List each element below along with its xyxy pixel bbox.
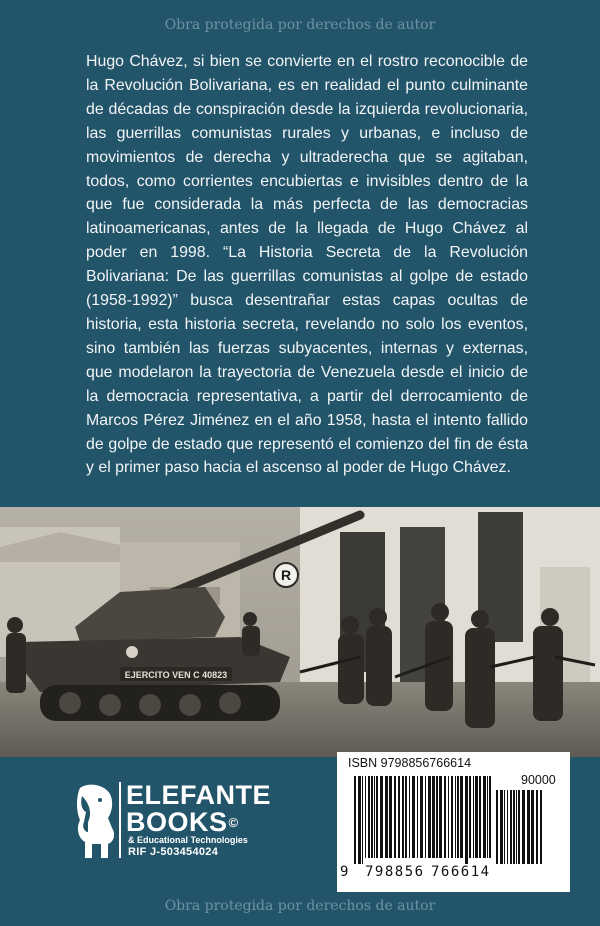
barcode-bar [460, 776, 463, 858]
addon-bars [495, 790, 545, 864]
barcode-bar [487, 776, 488, 858]
barcode-bar [402, 776, 404, 858]
watermark-bottom: Obra protegida por derechos de autor [164, 898, 436, 914]
barcode-bar [436, 776, 438, 858]
barcode-bar [536, 790, 538, 864]
isbn-barcode [337, 752, 570, 892]
historical-photo [0, 507, 600, 757]
barcode-bar [475, 776, 478, 858]
barcode-bar [479, 776, 481, 858]
barcode-bar [527, 790, 530, 864]
barcode-bar [507, 790, 508, 864]
barcode-bar [398, 776, 400, 858]
barcode-bar [483, 776, 486, 858]
barcode-bar [465, 776, 468, 864]
barcode-digits-group2: 766614 [431, 864, 491, 880]
registered-mark: © [228, 815, 239, 830]
barcode-bar [531, 790, 534, 864]
barcode-digit-first: 9 [340, 864, 349, 880]
logo-divider [119, 782, 121, 858]
barcode-bar [457, 776, 459, 858]
barcode-bar [513, 790, 515, 864]
street-sign-letter: R [280, 567, 292, 583]
barcode-bar [451, 776, 453, 858]
publisher-name-line1: ELEFANTE [126, 780, 272, 810]
publisher-rif: RIF J-503454024 [128, 846, 219, 858]
barcode-bar [358, 776, 361, 864]
barcode-bar [374, 776, 375, 858]
barcode-bar [432, 776, 435, 858]
barcode-bar [496, 790, 498, 864]
barcode-bar [522, 790, 525, 864]
barcode-bar [380, 776, 383, 858]
barcode-bar [420, 776, 423, 858]
elephant-icon [74, 782, 118, 862]
barcode-bar [362, 776, 363, 864]
tank-marking-text: EJERCITO VEN C 40823 [124, 670, 228, 680]
barcode-bar [394, 776, 396, 858]
barcode-bar [489, 776, 491, 858]
barcode-bar [448, 776, 449, 858]
price-code: 90000 [521, 773, 556, 787]
barcode-bar [455, 776, 456, 858]
publisher-subtitle: & Educational Technologies [128, 835, 248, 845]
watermark-top: Obra protegida por derechos de autor [164, 17, 436, 33]
barcode-bar [368, 776, 370, 858]
publisher-books-label: BOOKS [126, 807, 228, 837]
barcode-bar [371, 776, 373, 858]
publisher-logo [74, 780, 294, 870]
barcode-bar [365, 776, 366, 858]
barcode-bar [354, 776, 356, 864]
barcode-bar [389, 776, 392, 858]
barcode-bar [444, 776, 446, 858]
barcode-bar [504, 790, 505, 864]
barcode-bar [516, 790, 517, 864]
barcode-bar [385, 776, 388, 858]
barcode-bar [510, 790, 512, 864]
barcode-bar [417, 776, 418, 858]
barcode-bar [518, 790, 520, 864]
barcode-digits-group1: 798856 [365, 864, 425, 880]
barcode-bar [500, 790, 503, 864]
back-cover-blurb: Hugo Chávez, si bien se convierte en el rostro reconocible de la Revolución Bolivariana, es en realidad el punto culminante de décadas de conspiración desde la izquierda revolucionaria, las guerrillas comunistas rurales y urbanas, e incluso de movimientos de derecha y ultraderecha que se agitaban, todos, como corrientes encubiertas e invisibles dentro de la que fue considerada la más perfecta de las democracias latinoamericanas, antes de la llegada de Hugo Chávez al poder en 1998. “La Historia Secreta de la Revolución Bolivariana: De las guerrillas comunistas al golpe de estado (1958-1992)” busca desentrañar estas capas ocultas de historia, esta historia secreta, revelando no solo los eventos, sino también las fuerzas subyacentes, internas y externas, que modelaron la trayectoria de Venezuela desde el inicio de la democracia representativa, a partir del derrocamiento de Marcos Pérez Jiménez en el año 1958, hasta el intento fallido de golpe de estado que representó el comienzo del fin de ésta y el primer paso hacia el ascenso al poder de Hugo Chávez. [86, 53, 528, 477]
barcode-bar [540, 790, 542, 864]
barcode-bar [405, 776, 407, 858]
barcode-bar [469, 776, 471, 858]
barcode-bar [409, 776, 410, 858]
ean13-bars [353, 776, 493, 864]
isbn-label: ISBN 9798856766614 [348, 756, 472, 770]
barcode-bar [439, 776, 442, 858]
barcode-bar [425, 776, 426, 858]
tank-soldiers-photo [0, 507, 600, 757]
barcode-bar [428, 776, 431, 858]
barcode-bar [412, 776, 415, 858]
publisher-name-line2 [126, 809, 239, 836]
barcode-bar [473, 776, 474, 858]
barcode-bar [376, 776, 378, 858]
